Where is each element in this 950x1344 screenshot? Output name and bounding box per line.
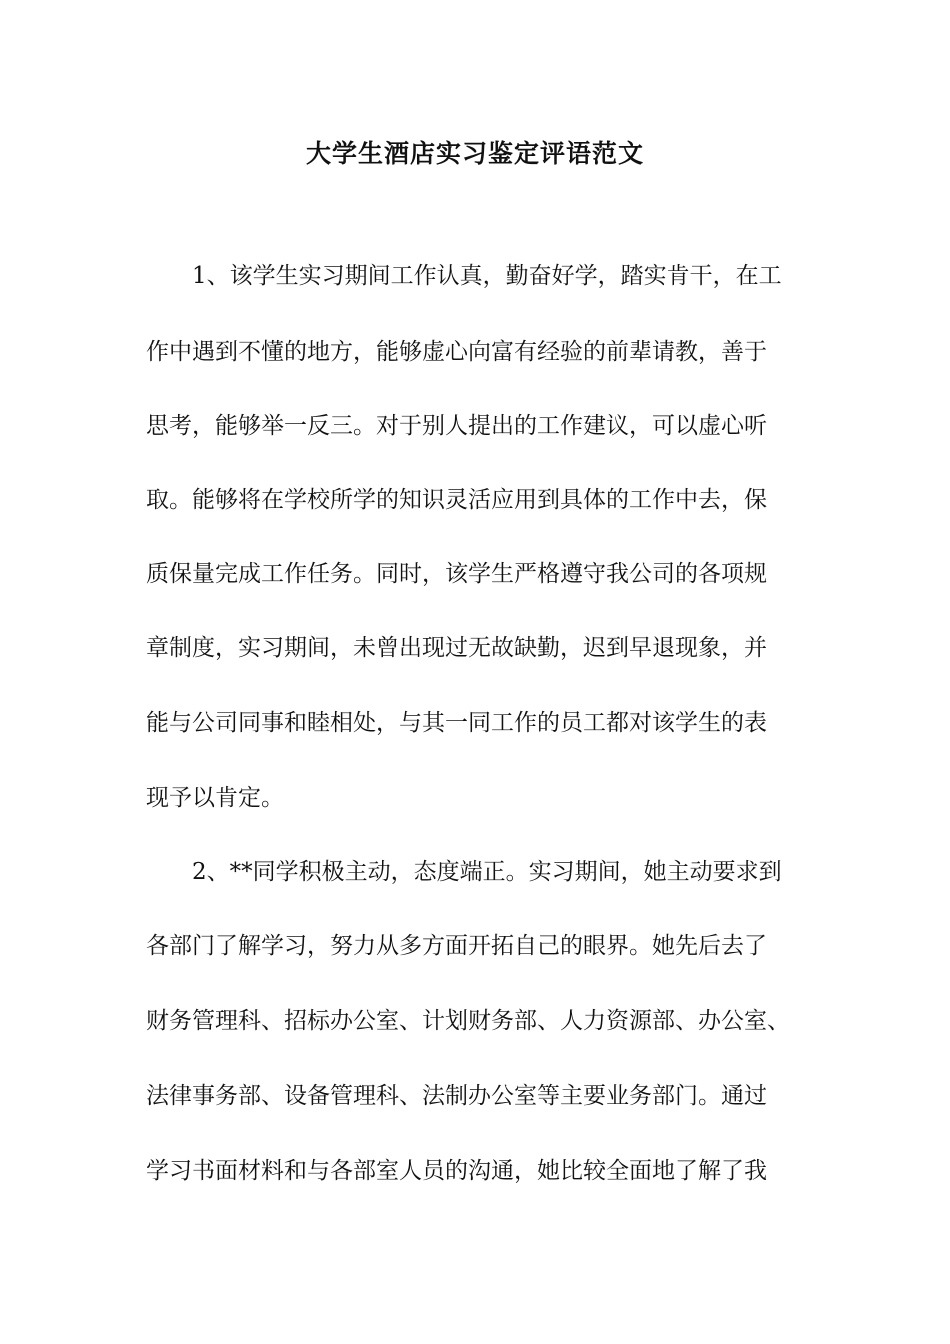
paragraph-2-line-5: 学习书面材料和与各部室人员的沟通，她比较全面地了解了我 (146, 1158, 767, 1184)
paragraph-2-line-4: 法律事务部、设备管理科、法制办公室等主要业务部门。通过 (146, 1083, 767, 1109)
document-title: 大学生酒店实习鉴定评语范文 (305, 139, 644, 168)
paragraph-2-line-1: 2、**同学积极主动，态度端正。实习期间，她主动要求到 (192, 859, 782, 885)
paragraph-2-line-2: 各部门了解学习，努力从多方面开拓自己的眼界。她先后去了 (146, 933, 767, 959)
paragraph-1-line-8: 现予以肯定。 (146, 785, 284, 811)
paragraph-1-line-2: 作中遇到不懂的地方，能够虚心向富有经验的前辈请教，善于 (146, 339, 767, 365)
paragraph-1-line-7: 能与公司同事和睦相处，与其一同工作的员工都对该学生的表 (146, 710, 767, 736)
paragraph-1-line-1: 1、该学生实习期间工作认真，勤奋好学，踏实肯干，在工 (192, 263, 782, 289)
paragraph-1-line-6: 章制度，实习期间，未曾出现过无故缺勤，迟到早退现象，并 (146, 635, 767, 661)
paragraph-2-line-3: 财务管理科、招标办公室、计划财务部、人力资源部、办公室、 (146, 1008, 790, 1034)
paragraph-1-line-3: 思考，能够举一反三。对于别人提出的工作建议，可以虚心听 (146, 413, 767, 439)
paragraph-1-line-4: 取。能够将在学校所学的知识灵活应用到具体的工作中去，保 (146, 487, 767, 513)
paragraph-1-line-5: 质保量完成工作任务。同时，该学生严格遵守我公司的各项规 (146, 561, 767, 587)
